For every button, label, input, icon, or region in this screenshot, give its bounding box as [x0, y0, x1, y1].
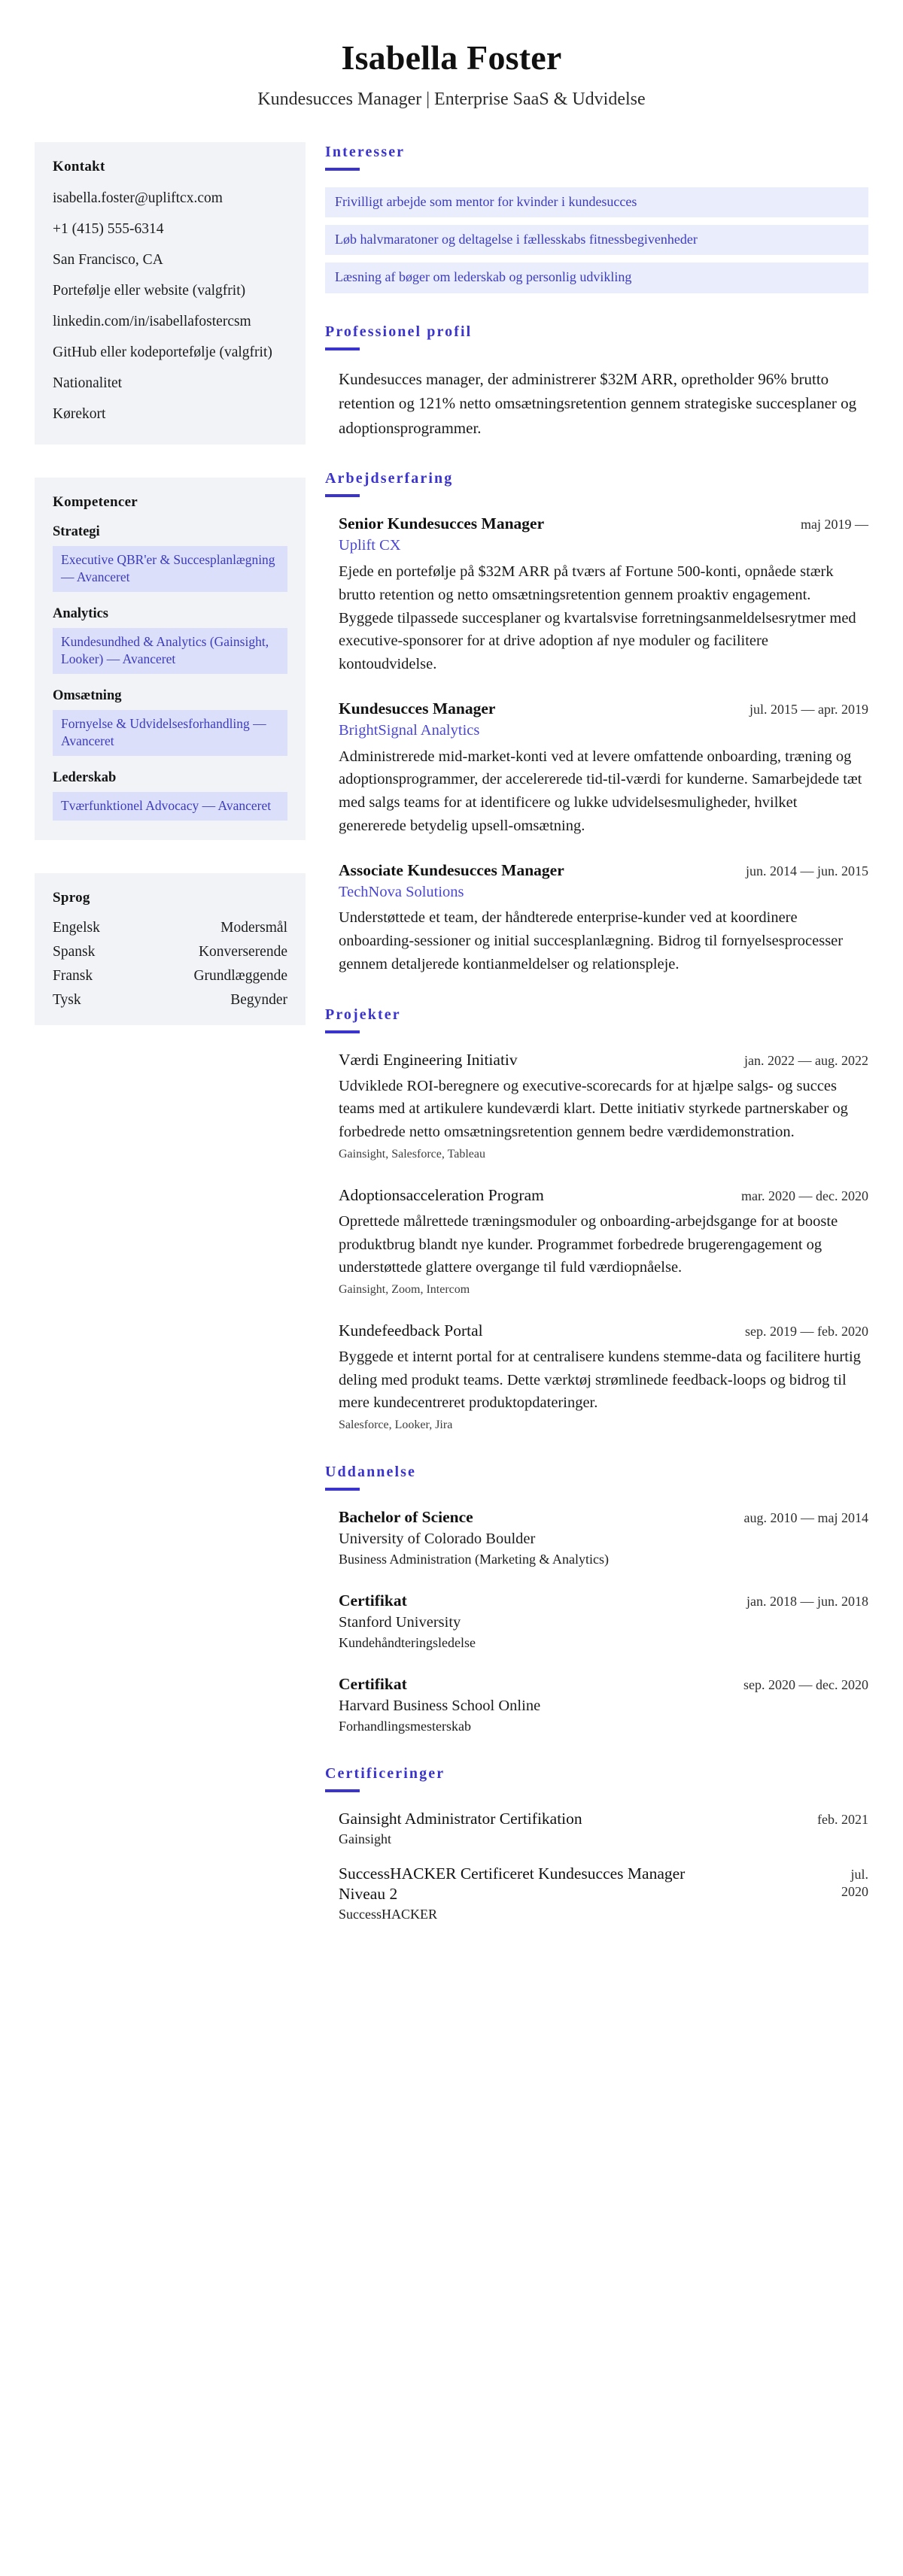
education-entry-head — [339, 1507, 868, 1568]
section-profile — [325, 323, 868, 441]
skill-group-label: Omsætning — [53, 687, 122, 703]
skill-group-omsaetning — [53, 688, 287, 756]
contact-email[interactable]: isabella.foster@upliftcx.com — [53, 190, 223, 206]
education-field: Kundehåndteringsledelse — [339, 1634, 476, 1650]
education-institution: Stanford University — [339, 1614, 461, 1631]
experience-company: TechNova Solutions — [339, 883, 464, 900]
certification-entry-head — [339, 1864, 868, 1924]
interest-chip: Læsning af bøger om lederskab og personlig udvikling — [325, 262, 868, 293]
interest-chip: Frivilligt arbejde som mentor for kvinder i kundesucces — [325, 187, 868, 217]
contact-location: San Francisco, CA — [53, 251, 163, 268]
skill-chip: Executive QBR'er & Succesplanlægning — Avanceret — [53, 546, 287, 592]
experience-description: Understøttede et team, der håndterede enterprise-kunder ved at koordinere onboarding-sessioner og initial succesplanlægning. Bidrog til fornyelsesprocesser gennem detaljerede kontianmeldelser og relationspleje. — [339, 909, 844, 972]
project-description: Udviklede ROI-beregnere og executive-scorecards for at hjælpe salgs- og succes teams med at artikulere kundeværdi klart. Dette initiativ styrkede partnerskaber og forbedrede netto omsætningsretention gennem bedre værdidemonstration. — [339, 1077, 848, 1141]
project-name: Adoptionsacceleration Program — [339, 1185, 544, 1204]
section-rule — [325, 494, 360, 497]
languages-card — [35, 873, 306, 1025]
experience-date: maj 2019 — — [801, 517, 868, 532]
contact-portfolio[interactable]: Portefølje eller website (valgfrit) — [53, 282, 246, 299]
language-row — [53, 992, 287, 1009]
language-level: Modersmål — [220, 920, 287, 936]
project-description: Byggede et internt portal for at centralisere kundens stemme-data og facilitere hurtig deling med produkt teams. Dette værktøj strømlinede feedback-loops og bidrog til mere kundecentreret produktopdateringer. — [339, 1348, 861, 1412]
section-title: Interesser — [325, 143, 406, 160]
section-title: Certificeringer — [325, 1765, 445, 1783]
certification-date: jul. 2020 — [841, 1866, 868, 1899]
project-date: sep. 2019 — feb. 2020 — [745, 1323, 868, 1339]
experience-entry — [325, 860, 868, 976]
experience-entry-head — [339, 699, 868, 719]
education-date: sep. 2020 — dec. 2020 — [743, 1677, 868, 1693]
section-title: Arbejdserfaring — [325, 470, 454, 487]
experience-entry-head — [339, 514, 868, 534]
project-name: Kundefeedback Portal — [339, 1321, 483, 1340]
resume-body — [35, 142, 868, 1924]
education-entry — [325, 1591, 868, 1652]
candidate-headline: Kundesucces Manager | Enterprise SaaS & Udvidelse — [257, 89, 646, 109]
skill-group-label: Lederskab — [53, 770, 117, 786]
contact-github[interactable]: GitHub eller kodeportefølje (valgfrit) — [53, 344, 272, 361]
experience-description: Administrerede mid-market-konti ved at levere omfattende onboarding, træning og adoptionsprogrammer, der accelererede tid-til-værdi for kunderne. Samarbejdede tæt med salgs teams for at identificere og lukke udvidelsesmuligheder, hvilket genererede betydelig upsell-omsætning. — [339, 748, 862, 834]
section-rule — [325, 1030, 360, 1033]
certification-entry-head — [339, 1809, 868, 1848]
section-interests — [325, 144, 868, 293]
section-rule — [325, 347, 360, 350]
education-field: Forhandlingsmesterskab — [339, 1718, 471, 1734]
certification-entry — [325, 1809, 868, 1848]
languages-title: Sprog — [53, 890, 90, 906]
contact-drivers-license: Kørekort — [53, 406, 106, 423]
experience-company: Uplift CX — [339, 537, 401, 554]
skill-chip: Fornyelse & Udvidelsesforhandling — Avanceret — [53, 710, 287, 756]
certification-name: SuccessHACKER Certificeret Kundesucces Manager Niveau 2 — [339, 1864, 686, 1903]
education-entry — [325, 1674, 868, 1735]
section-education — [325, 1464, 868, 1735]
education-entry — [325, 1507, 868, 1568]
project-name: Værdi Engineering Initiativ — [339, 1050, 518, 1069]
interests-list — [325, 187, 868, 293]
certification-name: Gainsight Administrator Certifikation — [339, 1810, 582, 1828]
education-date: aug. 2010 — maj 2014 — [743, 1509, 868, 1525]
education-institution: University of Colorado Boulder — [339, 1531, 536, 1548]
experience-company: BrightSignal Analytics — [339, 721, 480, 739]
language-name: Engelsk — [53, 920, 100, 936]
project-entry — [325, 1321, 868, 1434]
project-tags: Gainsight, Zoom, Intercom — [339, 1283, 470, 1297]
language-row — [53, 944, 287, 960]
section-certifications — [325, 1765, 868, 1923]
project-date: mar. 2020 — dec. 2020 — [741, 1188, 868, 1203]
profile-text: Kundesucces manager, der administrerer $32M ARR, opretholder 96% brutto retention og 121% netto omsætningsretention gennem strategiske succesplaner og adoptionsprogrammer. — [339, 369, 857, 437]
contact-title: Kontakt — [53, 158, 105, 174]
certification-issuer: SuccessHACKER — [339, 1906, 437, 1922]
education-date: jan. 2018 — jun. 2018 — [746, 1594, 868, 1610]
education-degree: Certifikat — [339, 1675, 407, 1694]
education-degree: Bachelor of Science — [339, 1507, 473, 1526]
language-level: Begynder — [230, 992, 287, 1009]
experience-date: jul. 2015 — apr. 2019 — [749, 701, 868, 717]
skill-group-analytics — [53, 606, 287, 674]
section-rule — [325, 168, 360, 171]
experience-date: jun. 2014 — jun. 2015 — [745, 863, 868, 878]
language-name: Tysk — [53, 992, 81, 1009]
language-level: Grundlæggende — [193, 968, 287, 985]
experience-description: Ejede en portefølje på $32M ARR på tværs af Fortune 500-konti, opnåede stærk brutto retention og netto omsætningsretention gennem proaktiv engagement. Byggede tilpassede succesplaner og kvartalsvise forretningsanmeldelsesrytmer med executive-sponsorer for at drive adoption af nye moduler og facilitere kontoudvidelse. — [339, 563, 856, 673]
certification-issuer: Gainsight — [339, 1831, 391, 1847]
section-rule — [325, 1488, 360, 1491]
language-name: Fransk — [53, 968, 93, 985]
section-rule — [325, 1789, 360, 1792]
experience-role: Senior Kundesucces Manager — [339, 514, 545, 533]
contact-card — [35, 142, 306, 445]
sidebar — [35, 142, 306, 1059]
section-experience — [325, 470, 868, 975]
certification-date: feb. 2021 — [817, 1812, 868, 1828]
skills-title: Kompetencer — [53, 493, 138, 510]
skill-group-label: Strategi — [53, 523, 100, 539]
skills-card — [35, 478, 306, 841]
section-title: Professionel profil — [325, 323, 473, 340]
section-title: Projekter — [325, 1006, 401, 1023]
language-level: Konverserende — [198, 944, 287, 960]
project-entry — [325, 1185, 868, 1298]
education-institution: Harvard Business School Online — [339, 1698, 541, 1715]
skill-group-label: Analytics — [53, 605, 108, 621]
experience-role: Kundesucces Manager — [339, 699, 496, 718]
skill-chip: Tværfunktionel Advocacy — Avanceret — [53, 792, 287, 821]
project-description: Oprettede målrettede træningsmoduler og onboarding-arbejdsgange for at booste produktbrug blandt nye kunder. Programmet forbedrede brugerengagement og understøttede glattere overgange til fuld værdiopnåelse. — [339, 1212, 838, 1276]
resume-header — [35, 39, 868, 111]
experience-entry-head — [339, 860, 868, 881]
project-entry-head — [339, 1321, 868, 1341]
skill-group-strategi — [53, 524, 287, 592]
contact-linkedin[interactable]: linkedin.com/in/isabellafostercsm — [53, 314, 251, 330]
contact-nationality: Nationalitet — [53, 375, 123, 392]
main-column — [306, 142, 868, 1924]
skill-group-lederskab — [53, 770, 287, 821]
project-tags: Gainsight, Salesforce, Tableau — [339, 1147, 485, 1161]
candidate-name: Isabella Foster — [341, 38, 562, 77]
project-entry-head — [339, 1185, 868, 1206]
certification-entry — [325, 1864, 868, 1924]
experience-entry — [325, 514, 868, 675]
language-row — [53, 968, 287, 985]
interest-chip: Løb halvmaratoner og deltagelse i fællesskabs fitnessbegivenheder — [325, 225, 868, 255]
section-projects — [325, 1006, 868, 1434]
language-name: Spansk — [53, 944, 96, 960]
education-entry-head — [339, 1591, 868, 1652]
language-row — [53, 920, 287, 936]
experience-entry — [325, 699, 868, 838]
experience-role: Associate Kundesucces Manager — [339, 860, 564, 879]
project-entry — [325, 1050, 868, 1163]
skill-chip: Kundesundhed & Analytics (Gainsight, Looker) — Avanceret — [53, 628, 287, 674]
project-date: jan. 2022 — aug. 2022 — [744, 1052, 868, 1068]
section-title: Uddannelse — [325, 1463, 417, 1480]
education-field: Business Administration (Marketing & Analytics) — [339, 1551, 609, 1567]
project-entry-head — [339, 1050, 868, 1070]
contact-list — [53, 189, 287, 425]
contact-phone[interactable]: +1 (415) 555-6314 — [53, 220, 164, 237]
project-tags: Salesforce, Looker, Jira — [339, 1418, 453, 1432]
education-entry-head — [339, 1674, 868, 1735]
education-degree: Certifikat — [339, 1591, 407, 1610]
